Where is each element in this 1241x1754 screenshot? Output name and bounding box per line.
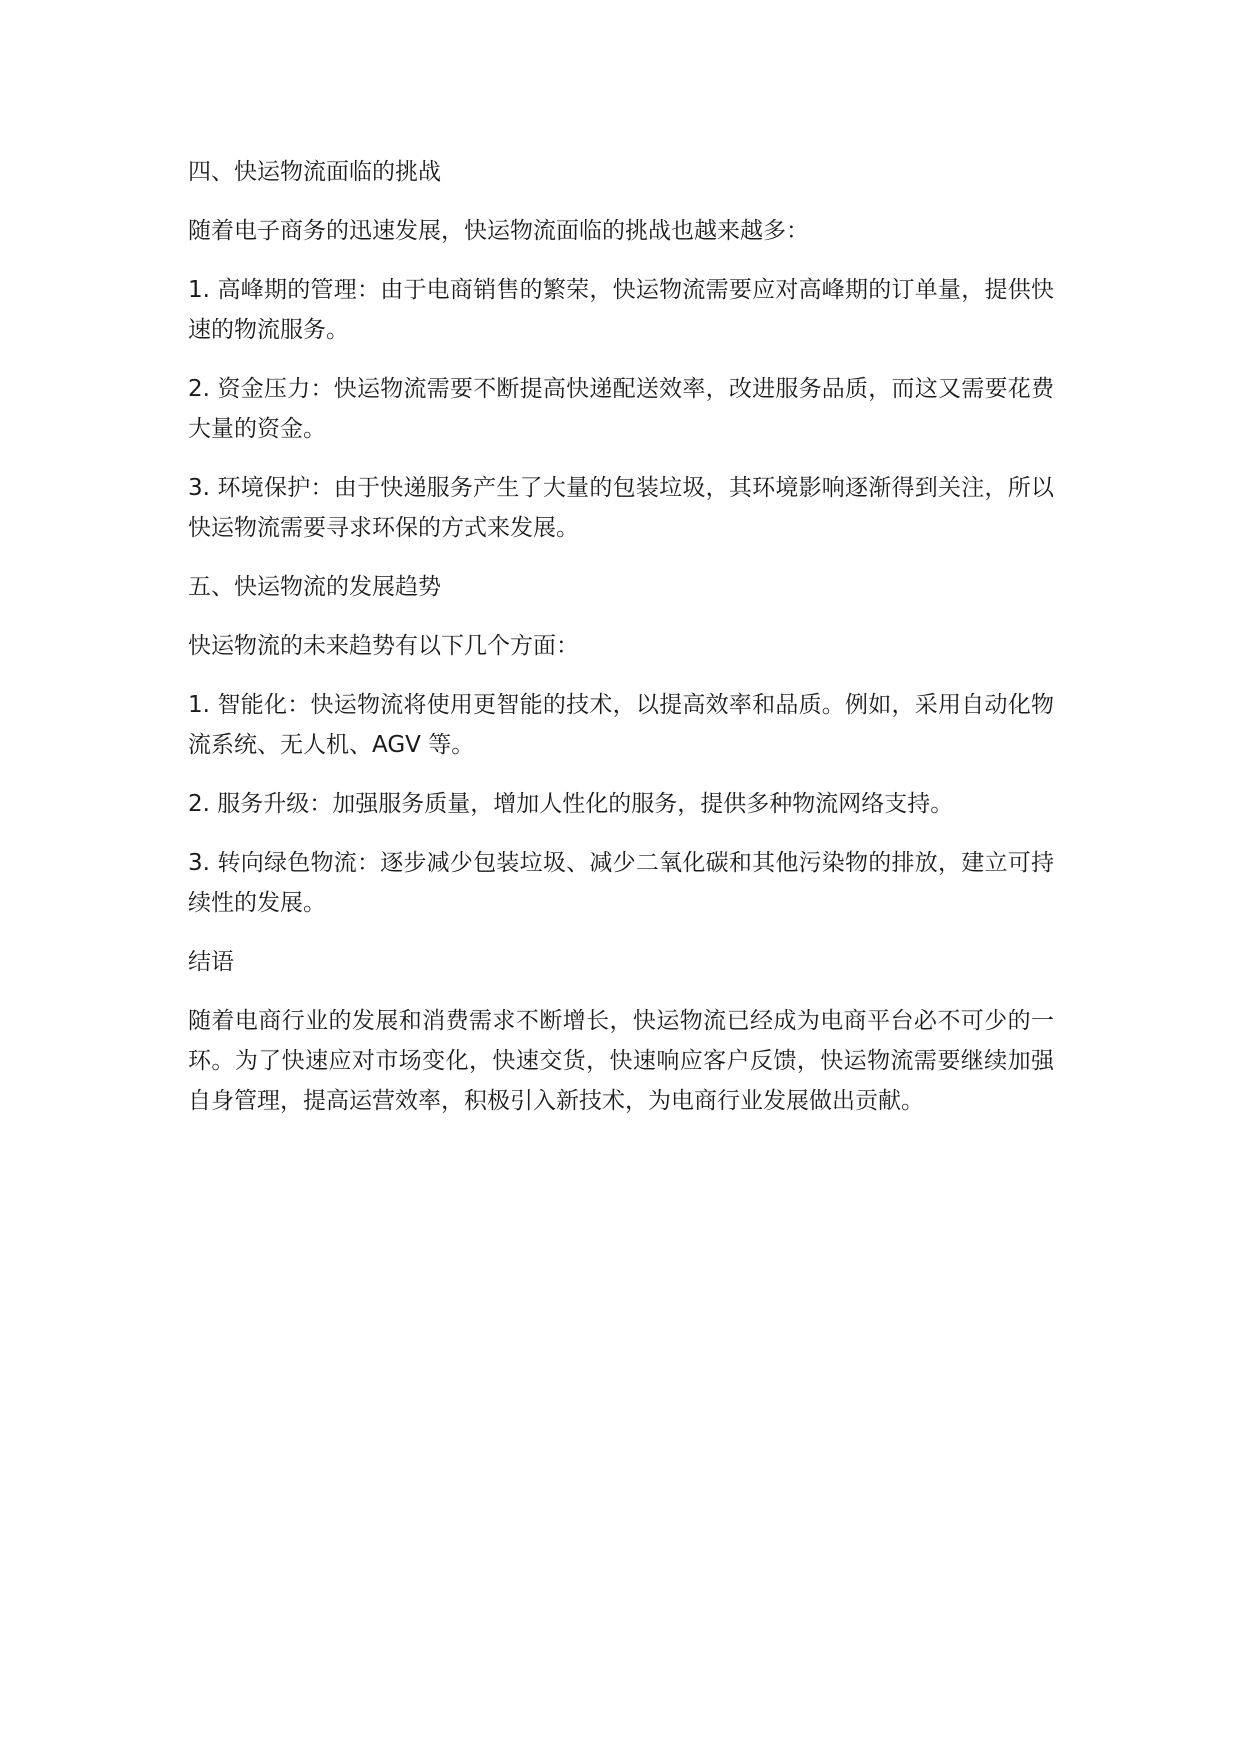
list-item-environment: 3. 环境保护：由于快递服务产生了大量的包装垃圾，其环境影响逐渐得到关注，所以快运物流需要寻求环保的方式来发展。 (188, 475, 1054, 541)
list-item-service-upgrade: 2. 服务升级：加强服务质量，增加人性化的服务，提供多种物流网络支持。 (188, 791, 954, 817)
list-item-funding-pressure: 2. 资金压力：快运物流需要不断提高快递配送效率，改进服务品质，而这又需要花费大量的资金。 (188, 376, 1054, 442)
document-body (188, 152, 1054, 1140)
list-item-intelligent: 1. 智能化：快运物流将使用更智能的技术，以提高效率和品质。例如，采用自动化物流系统、无人机、AGV 等。 (188, 692, 1054, 758)
section-heading-challenges: 四、快运物流面临的挑战 (188, 159, 441, 185)
paragraph-trends-intro: 快运物流的未来趋势有以下几个方面： (188, 633, 579, 659)
section-heading-trends: 五、快运物流的发展趋势 (188, 574, 441, 600)
list-item-peak-management: 1. 高峰期的管理：由于电商销售的繁荣，快运物流需要应对高峰期的订单量，提供快速的物流服务。 (188, 277, 1054, 343)
list-item-green-logistics: 3. 转向绿色物流：逐步减少包装垃圾、减少二氧化碳和其他污染物的排放，建立可持续性的发展。 (188, 850, 1054, 916)
section-heading-conclusion: 结语 (188, 949, 234, 975)
paragraph-challenges-intro: 随着电子商务的迅速发展，快运物流面临的挑战也越来越多： (188, 218, 809, 244)
paragraph-conclusion: 随着电商行业的发展和消费需求不断增长，快运物流已经成为电商平台必不可少的一环。为了快速应对市场变化，快速交货，快速响应客户反馈，快运物流需要继续加强自身管理，提高运营效率，积极引入新技术，为电商行业发展做出贡献。 (188, 1008, 1054, 1114)
